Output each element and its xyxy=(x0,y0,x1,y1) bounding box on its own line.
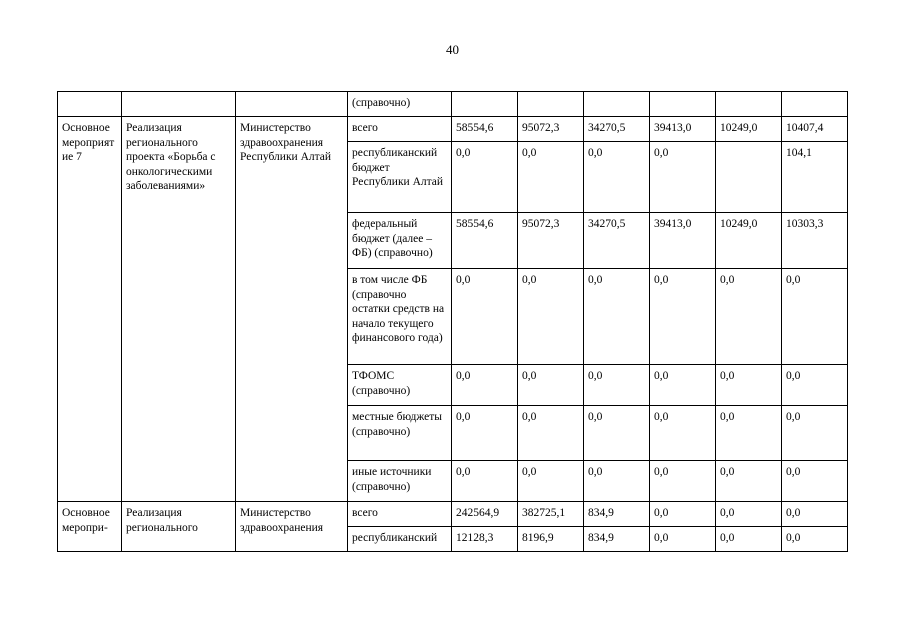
table-row xyxy=(58,117,848,142)
value-cell: 0,0 xyxy=(452,406,518,461)
value-cell: 382725,1 xyxy=(518,502,584,527)
value-cell: 0,0 xyxy=(716,365,782,406)
value-cell: 58554,6 xyxy=(452,117,518,142)
value-cell: 0,0 xyxy=(584,142,650,213)
source-cell: республиканский бюджет Республики Алтай xyxy=(348,142,452,213)
value-cell: 0,0 xyxy=(650,406,716,461)
value-cell: 0,0 xyxy=(584,269,650,365)
value-cell: 0,0 xyxy=(452,269,518,365)
value-cell: 0,0 xyxy=(452,365,518,406)
value-cell: 0,0 xyxy=(452,461,518,502)
activity-name-cell: Основное мероприятие 7 xyxy=(58,117,122,502)
value-cell: 0,0 xyxy=(452,142,518,213)
value-cell: 0,0 xyxy=(716,406,782,461)
value-cell: 58554,6 xyxy=(452,213,518,269)
executor-cell: Министерство здравоохранения xyxy=(236,502,348,552)
source-cell: ТФОМС (справочно) xyxy=(348,365,452,406)
value-cell: 0,0 xyxy=(650,461,716,502)
value-cell: 0,0 xyxy=(650,502,716,527)
value-cell xyxy=(650,92,716,117)
value-cell: 12128,3 xyxy=(452,527,518,552)
value-cell: 0,0 xyxy=(650,142,716,213)
funding-table xyxy=(57,91,848,552)
value-cell: 0,0 xyxy=(650,527,716,552)
value-cell: 0,0 xyxy=(518,365,584,406)
value-cell: 0,0 xyxy=(782,406,848,461)
value-cell: 0,0 xyxy=(782,527,848,552)
value-cell: 0,0 xyxy=(584,406,650,461)
value-cell: 10407,4 xyxy=(782,117,848,142)
value-cell xyxy=(452,92,518,117)
value-cell: 95072,3 xyxy=(518,117,584,142)
table-row xyxy=(58,502,848,527)
value-cell: 8196,9 xyxy=(518,527,584,552)
source-cell: федеральный бюджет (далее – ФБ) (справочно) xyxy=(348,213,452,269)
value-cell: 834,9 xyxy=(584,502,650,527)
value-cell: 0,0 xyxy=(650,365,716,406)
source-cell: всего xyxy=(348,117,452,142)
value-cell: 10249,0 xyxy=(716,213,782,269)
value-cell xyxy=(518,92,584,117)
value-cell: 0,0 xyxy=(782,269,848,365)
value-cell: 0,0 xyxy=(716,461,782,502)
value-cell: 0,0 xyxy=(518,461,584,502)
value-cell: 10249,0 xyxy=(716,117,782,142)
project-name-cell: Реализация регионального проекта «Борьба с онкологическими заболеваниями» xyxy=(122,117,236,502)
source-cell: всего xyxy=(348,502,452,527)
value-cell: 0,0 xyxy=(716,527,782,552)
value-cell xyxy=(584,92,650,117)
source-cell: (справочно) xyxy=(348,92,452,117)
value-cell: 0,0 xyxy=(518,269,584,365)
value-cell xyxy=(716,142,782,213)
value-cell: 95072,3 xyxy=(518,213,584,269)
page-number: 40 xyxy=(446,42,459,57)
empty-cell xyxy=(58,92,122,117)
source-cell: в том числе ФБ (справочно остатки средств на начало текущего финансового года) xyxy=(348,269,452,365)
value-cell: 104,1 xyxy=(782,142,848,213)
value-cell: 0,0 xyxy=(518,406,584,461)
value-cell: 34270,5 xyxy=(584,117,650,142)
executor-cell: Министерство здравоохранения Республики Алтай xyxy=(236,117,348,502)
value-cell: 834,9 xyxy=(584,527,650,552)
table-row xyxy=(58,92,848,117)
value-cell xyxy=(782,92,848,117)
value-cell: 0,0 xyxy=(650,269,716,365)
value-cell: 0,0 xyxy=(584,365,650,406)
value-cell: 10303,3 xyxy=(782,213,848,269)
value-cell xyxy=(716,92,782,117)
source-cell: республиканский xyxy=(348,527,452,552)
source-cell: местные бюджеты (справочно) xyxy=(348,406,452,461)
source-cell: иные источники (справочно) xyxy=(348,461,452,502)
empty-cell xyxy=(122,92,236,117)
value-cell: 39413,0 xyxy=(650,117,716,142)
value-cell: 0,0 xyxy=(518,142,584,213)
value-cell: 0,0 xyxy=(782,461,848,502)
value-cell: 39413,0 xyxy=(650,213,716,269)
empty-cell xyxy=(236,92,348,117)
activity-name-cell: Основное меропри- xyxy=(58,502,122,552)
value-cell: 0,0 xyxy=(782,502,848,527)
value-cell: 0,0 xyxy=(716,502,782,527)
value-cell: 0,0 xyxy=(782,365,848,406)
value-cell: 242564,9 xyxy=(452,502,518,527)
value-cell: 0,0 xyxy=(716,269,782,365)
value-cell: 34270,5 xyxy=(584,213,650,269)
project-name-cell: Реализация регионального xyxy=(122,502,236,552)
value-cell: 0,0 xyxy=(584,461,650,502)
